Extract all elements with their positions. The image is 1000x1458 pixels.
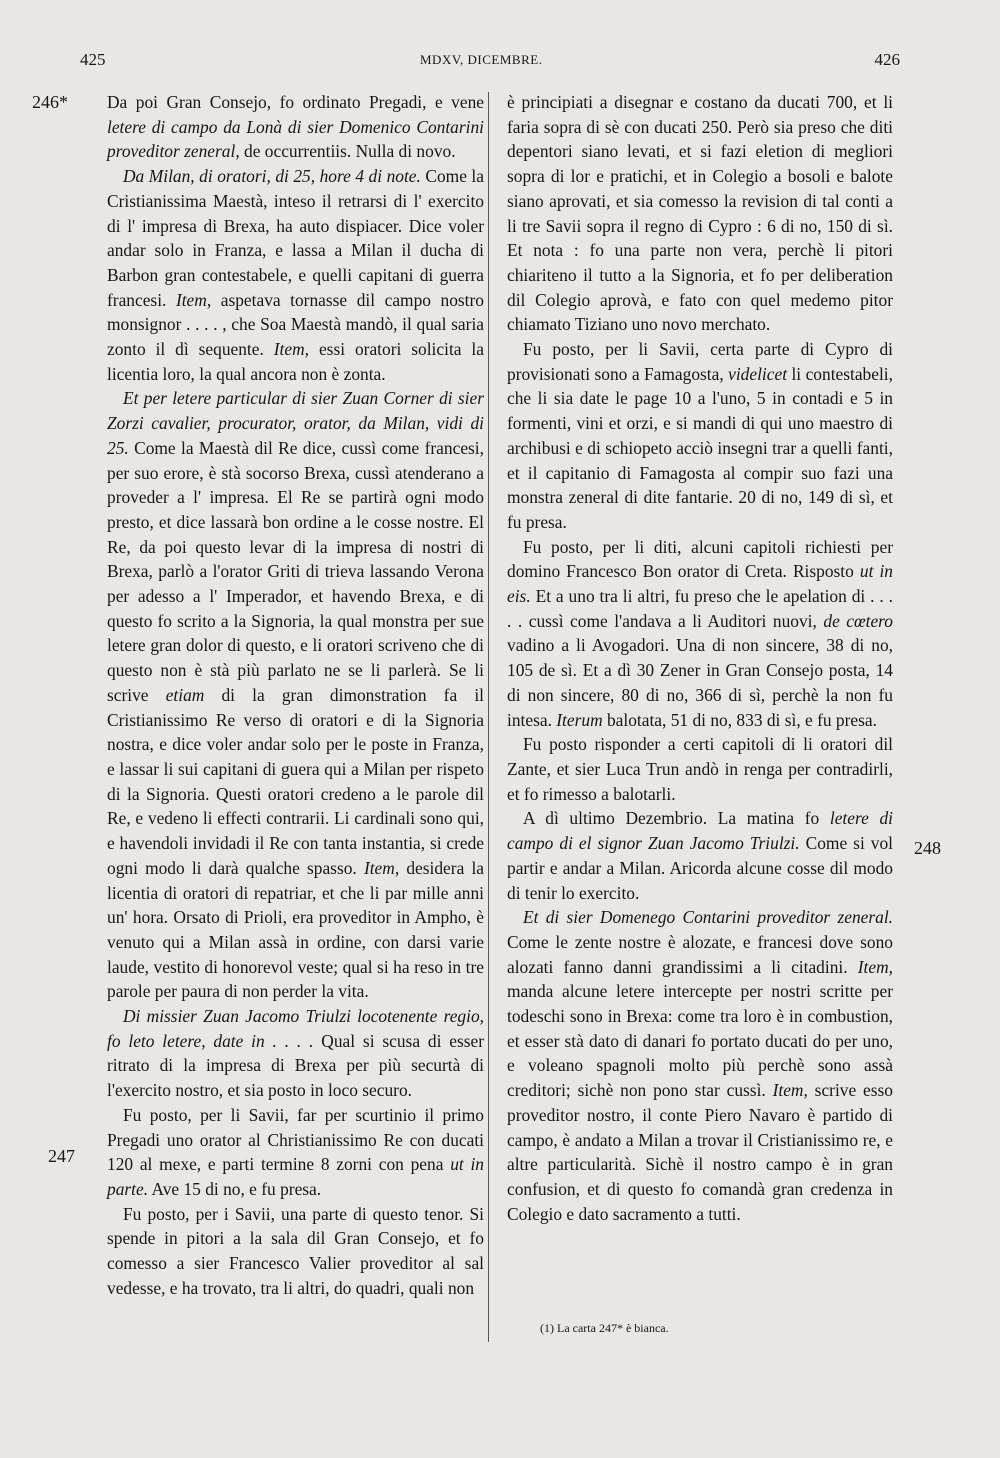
paragraph: Fu posto, per li Savii, far per scurtinio il primo Pregadi uno orator al Christianissimo Re con ducati 120 al mexe, e parti termine 8 zorni con pena ut in parte. Ave 15 di no, e fu presa. <box>107 1104 484 1199</box>
running-title: MDXV, DICEMBRE. <box>420 52 543 67</box>
footnote: (1) La carta 247* è bianca. <box>540 1321 669 1335</box>
paragraph: Fu posto, per i Savii, una parte di questo tenor. Si spende in pitori a la sala dil Gran Consejo, et fo comesso a sier Francesco Valier proveditor al sal vedesse, e ha trovato, tra li altri, do quadri, quali non <box>107 1203 484 1298</box>
right-column <box>507 90 893 1226</box>
margin-note-248: 248 <box>914 838 941 858</box>
paragraph: Da poi Gran Consejo, fo ordinato Pregadi, e vene letere di campo da Lonà di sier Domenico Contarini proveditor zeneral, de occurrentiis. Nulla di novo. <box>107 92 484 162</box>
paragraph: è principiati a disegnar e costano da ducati 700, et li faria sopra di sè con ducati 250. Però sia preso che diti depentori siano levati, et si fazi eletion di megliori sopra di lor e pratichi, et in Colegio a bosoli e balote siano aprovati, et sia comesso la revision di tal conti a li tre Savii sopra il regno di Cypro : 6 di no, 150 di sì. Et nota : fo una parte non vera, perchè li pitori chiariteno il tutto a la Signoria, et fo per deliberation dil Colegio aprovà, e fato con quel medemo pitor chiamato Tiziano uno novo merchato. <box>507 92 893 335</box>
page-header <box>80 50 900 70</box>
paragraph: Da Milan, di oratori, di 25, hore 4 di note. Come la Cristianissima Maestà, inteso il retrarsi di l' exercito di l' impresa di Brexa, ha auto dispiacer. Dice voler andar solo in Franza, e lassa a Milan il ducha di Barbon gran contestabele, e quelli capitani di guerra francesi. Item, aspetava tornasse dil campo nostro monsignor . . . . , che Soa Maestà mandò, il qual saria zonto il dì sequente. Item, essi oratori solicita la licentia loro, la qual ancora non è zonta. <box>107 166 484 384</box>
paragraph: Fu posto, per li Savii, certa parte di Cypro di provisionati sono a Famagosta, videlicet li contestabeli, che li sia date le page 10 a l'uno, 5 in contadi e 5 in formenti, vini et orzi, e si mandi di qui uno maestro di archibusi e di schiopeto acciò insegni trar a quelli fanti, et il capitanio di Famagosta al compir suo fazi una monstra zeneral di dite fantarie. 20 di no, 149 di sì, et fu presa. <box>507 339 893 532</box>
paragraph: Fu posto risponder a certi capitoli di li oratori dil Zante, et sier Luca Trun andò in renga per contradirli, et fo rimesso a balotarli. <box>507 734 893 804</box>
paragraph: Di missier Zuan Jacomo Triulzi locotenente regio, fo leto letere, date in . . . . Qual si scusa di esser ritrato di la impresa di Brexa per più securtà di l'exercito nostro, et sia posto in loco securo. <box>107 1006 484 1101</box>
left-column <box>107 90 484 1300</box>
margin-note-246: 246* <box>32 92 68 112</box>
page-number-right: 426 <box>874 50 900 69</box>
paragraph: A dì ultimo Dezembrio. La matina fo letere di campo di el signor Zuan Jacomo Triulzi. Come si vol partir e andar a Milan. Aricorda alcune cosse dil modo di tenir lo exercito. <box>507 808 894 903</box>
column-divider <box>488 92 489 1342</box>
page-number-left: 425 <box>80 50 106 69</box>
margin-note-247: 247 <box>48 1146 75 1166</box>
paragraph: Et per letere particular di sier Zuan Corner di sier Zorzi cavalier, procurator, orator, da Milan, vidi di 25. Come la Maestà dil Re dice, cussì come francesi, per suo erore, è stà socorso Brexa, cussì atenderano a proveder a l' impresa. El Re se partirà ogni modo presto, et dice lassarà bon ordine a le cosse nostre. El Re, da poi questo levar di la impresa di nostri di Brexa, parlò a l'orator Griti di trieva lassando Verona per adesso a l' Imperador, et havendo Brexa, e di questo fo scrito a la Signoria, la qual monstra per sue letere gran dolor di questo, e li oratori scriveno che di questo non è stà più parlato ne se li parlerà. Se li scrive etiam di la gran dimonstration fa il Cristianissimo Re verso di oratori e di la Signoria nostra, e dice voler andar solo per le poste in Franza, e lassar li sui capitani di guera qui a Milan per rispeto di la Signoria. Questi oratori credeno a le parole dil Re, e vedeno li effecti contrarii. Li cardinali sono qui, e havendoli invidadi il Re con tanta instantia, si crede ogni modo li darà qualche spasso. Item, desidera la licentia di oratori di repatriar, et che li par mille anni un' hora. Orsato di Prioli, era proveditor in Ampho, è venuto qui a Milan assà in ordine, con darsi varie laude, vestito di honorevol veste; qual si ha reso in tre parole per paura di non perder la vita. <box>107 388 484 1002</box>
paragraph: Et di sier Domenego Contarini proveditor zeneral. Come le zente nostre è alozate, e francesi dove sono alozati fanno danni grandissimi a li citadini. Item, manda alcune letere intercepte per nostri scritte per todeschi sono in Brexa: come tra loro è in combustion, et esser stà dato di danari fo portato ducati do per uno, e voleano spagnoli molto più perchè sono assà creditori; sichè non pono star cussì. Item, scrive esso proveditor nostro, il conte Piero Navaro è partido di campo, è andato a Milan a trovar il Cristianissimo re, e altre particularità. Sichè il nostro campo è in gran confusion, et di questo fo comandà gran credenza in Colegio e dato sacramento a tutti. <box>507 907 893 1224</box>
paragraph: Fu posto, per li diti, alcuni capitoli richiesti per domino Francesco Bon orator di Creta. Risposto ut in eis. Et a uno tra li altri, fu preso che le apelation di . . . . . cussì come l'andava a li Auditori nuovi, de cœtero vadino a li Avogadori. Una di non sincere, 38 di no, 105 de sì. Et a dì 30 Zener in Gran Consejo posta, 14 di non sincere, 80 di no, 366 di sì, perchè la non fu intesa. Iterum balotata, 51 di no, 833 di sì, e fu presa. <box>507 536 893 730</box>
